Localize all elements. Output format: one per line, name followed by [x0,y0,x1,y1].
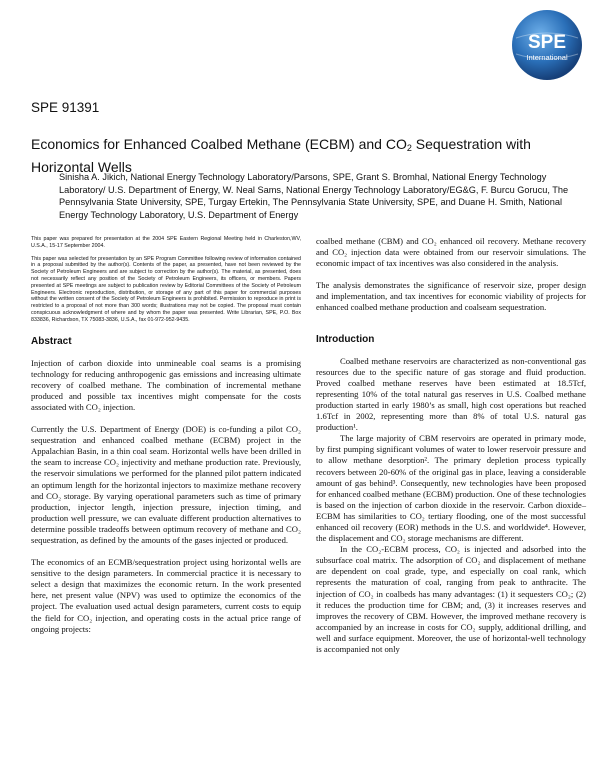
abstract-paragraph-3: The economics of an ECMB/sequestration project using horizontal wells are sensitive to the design parameters. In commercial practice it is necessary to select a design that maximizes the economic return. In the work presented here, net present value (NPV) was used to optimize the economics of the project. The evaluation used actual design parameters, current costs to equip the field for CO₂ injection, and operating costs in the actual price range of ongoing projects: [31,557,301,634]
introduction-heading: Introduction [316,333,375,345]
logo-subtext: International [526,53,568,62]
authors: Sinisha A. Jikich, National Energy Technology Laboratory/Parsons, SPE, Grant S. Bromhal, National Energy Technology Laboratory/ U.S. Department of Energy, W. Neal Sams, National Energy Technology Laboratory/EG&G, F. Burcu Gorucu, The Pennsylvania State University, SPE, Turgay Ertekin, The Pennsylvania State University, SPE, and Duane H. Smith, National Energy Technology Laboratory, U.S. Department of Energy [59,172,569,220]
abstract-paragraph-4: coalbed methane (CBM) and CO₂ enhanced oil recovery. Methane recovery and CO₂ injection data were obtained from our reservoir simulations. The economic impact of tax incentives was also considered in the analysis. [316,236,586,269]
abstract-paragraph-2: Currently the U.S. Department of Energy (DOE) is co-funding a pilot CO₂ sequestration and enhanced coalbed methane (ECBM) project in the Appalachian Basin, in a thin coal seam. Horizontal wells have been drilled in the seam to increase CO₂ injectivity and methane production rate. Previously, the reservoir simulations we performed for the planned pilot pattern indicated an optimum length for the horizontal injectors to maximize methane recovery and CO₂ storage. By varying operational parameters such as time of primary production, injector length, injection pressure, injection timing, and production well pressure, we can evaluate different production alternatives to determine possible tradeoffs between optimum recovery of methane and CO₂ sequestration, as defined by the amounts of the gases injected or produced. [31,424,301,545]
logo-text: SPE [527,32,567,53]
title-rest: Sequestration with Horizontal Wells [31,136,531,175]
right-column [316,236,586,655]
title-sub: 2 [406,143,412,153]
title-main: Economics for Enhanced Coalbed Methane (ECBM) and CO [31,136,407,152]
intro-paragraph-1: Coalbed methane reservoirs are characterized as non-conventional gas resources due to the specific nature of gas storage and fluid production. Proved coalbed methane reserves have been estimated at 18.5Tcf, representing 10% of the total natural gas reserves in U.S. Coalbed methane production started in early 1980’s as small, high cost operations but reached 1.6Tcf in 2002, representing more than 8% of total U.S. natural gas production¹. [316,355,586,433]
left-column [31,236,301,635]
copyright-note-1: This paper was prepared for presentation at the 2004 SPE Eastern Regional Meeting held in Charleston,WV, U.S.A., 15-17 September 2004. [31,236,301,249]
copyright-note-2: This paper was selected for presentation by an SPE Program Committee following review of information contained in a proposal submitted by the author(s). Contents of the paper, as presented, have not been reviewed by the Society of Petroleum Engineers and are subject to correction by the author(s). The material, as presented, does not necessarily reflect any position of the Society of Petroleum Engineers, its officers, or members. Papers presented at SPE meetings are subject to publication review by Editorial Committees of the Society of Petroleum Engineers. Electronic reproduction, distribution, or storage of any part of this paper for commercial purposes without the written consent of the Society of Petroleum Engineers is prohibited. Permission to reproduce in print is restricted to a proposal of not more than 300 words; illustrations may not be copied. The proposal must contain conspicuous acknowledgment of where and by whom the paper was presented. Write Librarian, SPE, P.O. Box 833836, Richardson, TX 75083-3836, U.S.A., fax 01-972-952-9435. [31,255,301,323]
spe-logo [510,8,584,82]
abstract-paragraph-1: Injection of carbon dioxide into unmineable coal seams is a promising technology for reducing anthropogenic gas emissions and increasing ultimate recovery of coalbed methane. The combination of incremental methane produced and possible tax incentives might compensate for the costs associated with CO₂ injection. [31,357,301,412]
intro-paragraph-3: In the CO₂-ECBM process, CO₂ is injected and adsorbed into the subsurface coal matrix. The adsorption of CO₂ and displacement of methane are dependent on coal grade, type, and especially on coal rank, which represents the maturation of coal, ranging from peak to anthracite. The injection of CO₂ in coalbeds has many advantages: (1) it sequesters CO₂; (2) it reduces the production time for CBM; and, (3) it increases reserves and improves the recovery of CBM. However, the improved methane recovery is accompanied by an increase in costs for CO₂ supply, additional drilling, and well and surface equipment. Moreover, the use of horizontal-well technology is accompanied not only [316,544,586,654]
abstract-heading: Abstract [31,335,72,347]
paper-id: SPE 91391 [31,100,100,115]
intro-paragraph-2: The large majority of CBM reservoirs are operated in primary mode, by first pumping significant volumes of water to lower reservoir pressure and to allow methane desorption². The primary depletion process typically recovers between 20-60% of the original gas in place, leaving a considerable amount of gas behind³. Consequently, new technologies have been proposed for enhanced coalbed methane (ECBM) production. One of these technologies is based on the injection of carbon dioxide in the reservoir. Carbon dioxide–ECBM has similarities to CO₂ tertiary flooding, one of the most successful enhanced oil recovery (EOR) methods in the U.S. and worldwide⁴. However, the displacement and CO₂ storage mechanisms are different. [316,433,586,544]
abstract-paragraph-5: The analysis demonstrates the significance of reservoir size, proper design and implementation, and tax incentives for economic viability of projects for enhanced coalbed methane production and coalseam sequestration. [316,280,586,313]
